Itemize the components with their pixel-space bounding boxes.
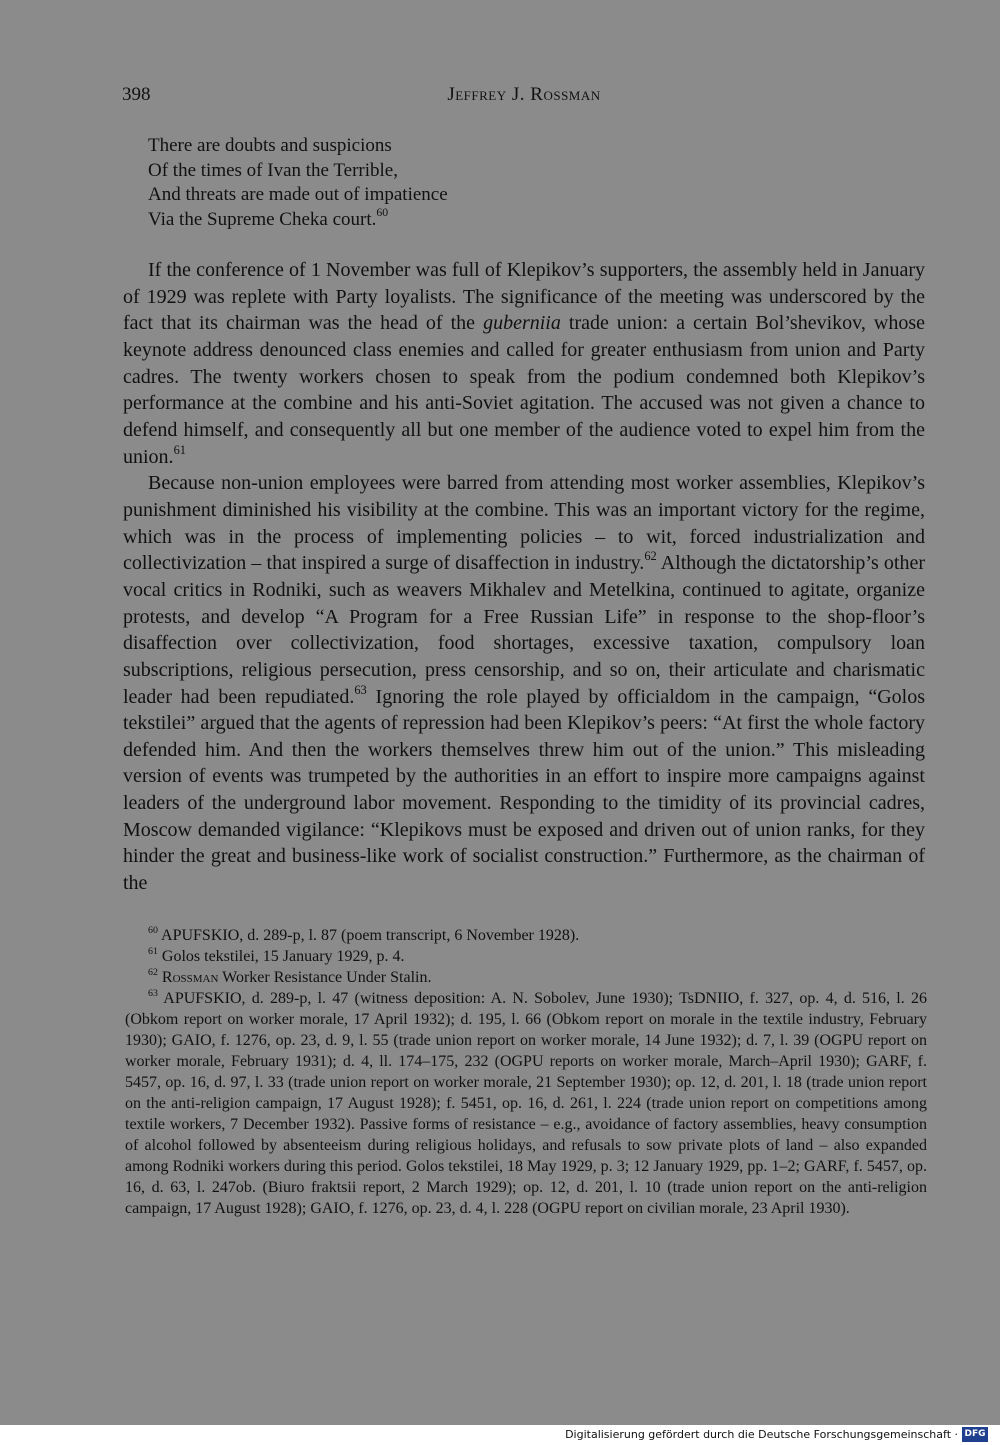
verse-line: There are doubts and suspicions [148,135,392,156]
author-name: Rossman [161,969,219,986]
verse-line-last [148,208,448,233]
footnote-ref[interactable]: 60 [376,206,389,219]
verse-line-text: Via the Supreme Cheka court. [148,208,377,230]
funding-notice: Digitalisierung gefördert durch die Deutsche Forschungsgemeinschaft · [565,1428,958,1441]
footnote-text: Golos tekstilei, 15 January 1929, p. 4. [157,948,405,965]
verse-line: Of the times of Ivan the Terrible, [148,159,398,181]
page-header [122,84,926,114]
paragraph-text: Ignoring the role played by officialdom in the campaign, “Golos tekstilei” argued that the agents of repression had been Klepikov’s peers: “At first the whole factory defended him. And then the workers themselves threw him out of the union.” This misleading version of events was trumpeted by the authorities in an effort to inspire more campaigns against leaders of the underground labor movement. Responding to the timidity of its provincial cadres, Moscow demanded vigilance: “Klepikovs must be exposed and driven out of union ranks, for they hinder the great and business-like work of socialist construction.” Furthermore, as the chairman of the [123,685,925,895]
paragraph [123,470,925,897]
paragraph [123,257,925,470]
footnote-number: 62 [148,966,158,978]
footnote-ref[interactable]: 62 [644,549,657,564]
running-head: Jeffrey J. Rossman [447,84,601,105]
footnote-text: APUFSKIO, d. 289-p, l. 47 (witness deposition: A. N. Sobolev, June 1930); TsDNIIO, f. 327, op. 4, d. 516, l. 26 (Obkom report on worker morale, 17 April 1932); d. 195, l. 66 (Obkom report on morale in the textile industry, February 1930); GAIO, f. 1276, op. 23, d. 9, l. 55 (trade union report on worker morale, 14 June 1932); d. 7, l. 39 (OGPU report on worker morale, February 1931); d. 4, ll. 174–175, 232 (OGPU reports on worker morale, March–April 1930); GARF, f. 5457, op. 16, d. 97, l. 33 (trade union report on worker morale, 21 September 1930); op. 12, d. 201, l. 18 (trade union report on the anti-religion campaign, 17 August 1928); f. 5451, op. 16, d. 261, l. 224 (trade union report on competitions among textile workers, 7 December 1932). Passive forms of resistance – e.g., avoidance of factory assemblies, heavy consumption of alcohol followed by absenteeism during religious holidays, and refusals to sow private plots of land – also expanded among Rodniki workers during this period. Golos tekstilei, 18 May 1929, p. 3; 12 January 1929, pp. 1–2; GARF, f. 5457, op. 16, d. 63, l. 247ob. (Biuro fraktsii report, 2 March 1929); op. 12, d. 201, l. 10 (trade union report on the anti-religion campaign, 17 August 1928); GAIO, f. 1276, op. 23, d. 4, l. 228 (OGPU report on civilian morale, 23 April 1930). [125,990,927,1217]
paragraph-text: Although the dictatorship’s other vocal critics in Rodniki, such as weavers Mikhalev and Metelkina, continued to agitate, organize protests, and develop “A Program for a Free Russian Life” in response to the shop-floor’s disaffection over collectivization, food shortages, excessive taxation, compulsory loan subscriptions, religious persecution, press censorship, and so on, their articulate and charismatic leader had been repudiated. [123,552,926,708]
footnote [125,967,927,988]
paragraph-text: If the conference of 1 November was full of Klepikov’s supporters, the assembly held in January of 1929 was replete with Party loyalists. The significance of the meeting was underscored by the fact that its chairman was the head of the [123,259,925,335]
footnotes [125,925,927,1219]
body-text [123,257,925,897]
footnote [125,925,927,946]
dfg-logo: DFG [962,1427,988,1442]
digitization-footer [0,1425,1000,1445]
italic-term: guberniia [483,312,561,335]
footnote-number: 63 [148,987,158,999]
footnote-text: Worker Resistance Under Stalin. [218,969,432,986]
verse-line: And threats are made out of impatience [148,184,448,205]
footnote-number: 61 [148,945,158,957]
paragraph-text: Because non-union employees were barred from attending most worker assemblies, Klepikov’s punishment diminished his visibility at the combine. This was an important victory for the regime, which was in the process of implementing policies – to wit, forced industrialization and collectivization – that inspired a surge of disaffection in industry. [123,472,925,575]
poem-excerpt [148,134,448,232]
page-number: 398 [122,84,151,105]
paragraph-text: trade union: a certain Bol’shevikov, whose keynote address denounced class enemies and called for greater enthusiasm from union and Party cadres. The twenty workers chosen to speak from the podium condemned both Klepikov’s performance at the combine and his anti-Soviet agitation. The accused was not given a chance to defend himself, and consequently all but one member of the audience voted to expel him from the union. [123,312,925,468]
footnote [125,988,927,1219]
footnote-ref[interactable]: 63 [354,682,367,697]
footnote-ref[interactable]: 61 [173,442,186,457]
footnote [125,946,927,967]
footnote-number: 60 [148,924,158,936]
footnote-text: APUFSKIO, d. 289-p, l. 87 (poem transcript, 6 November 1928). [157,927,580,944]
